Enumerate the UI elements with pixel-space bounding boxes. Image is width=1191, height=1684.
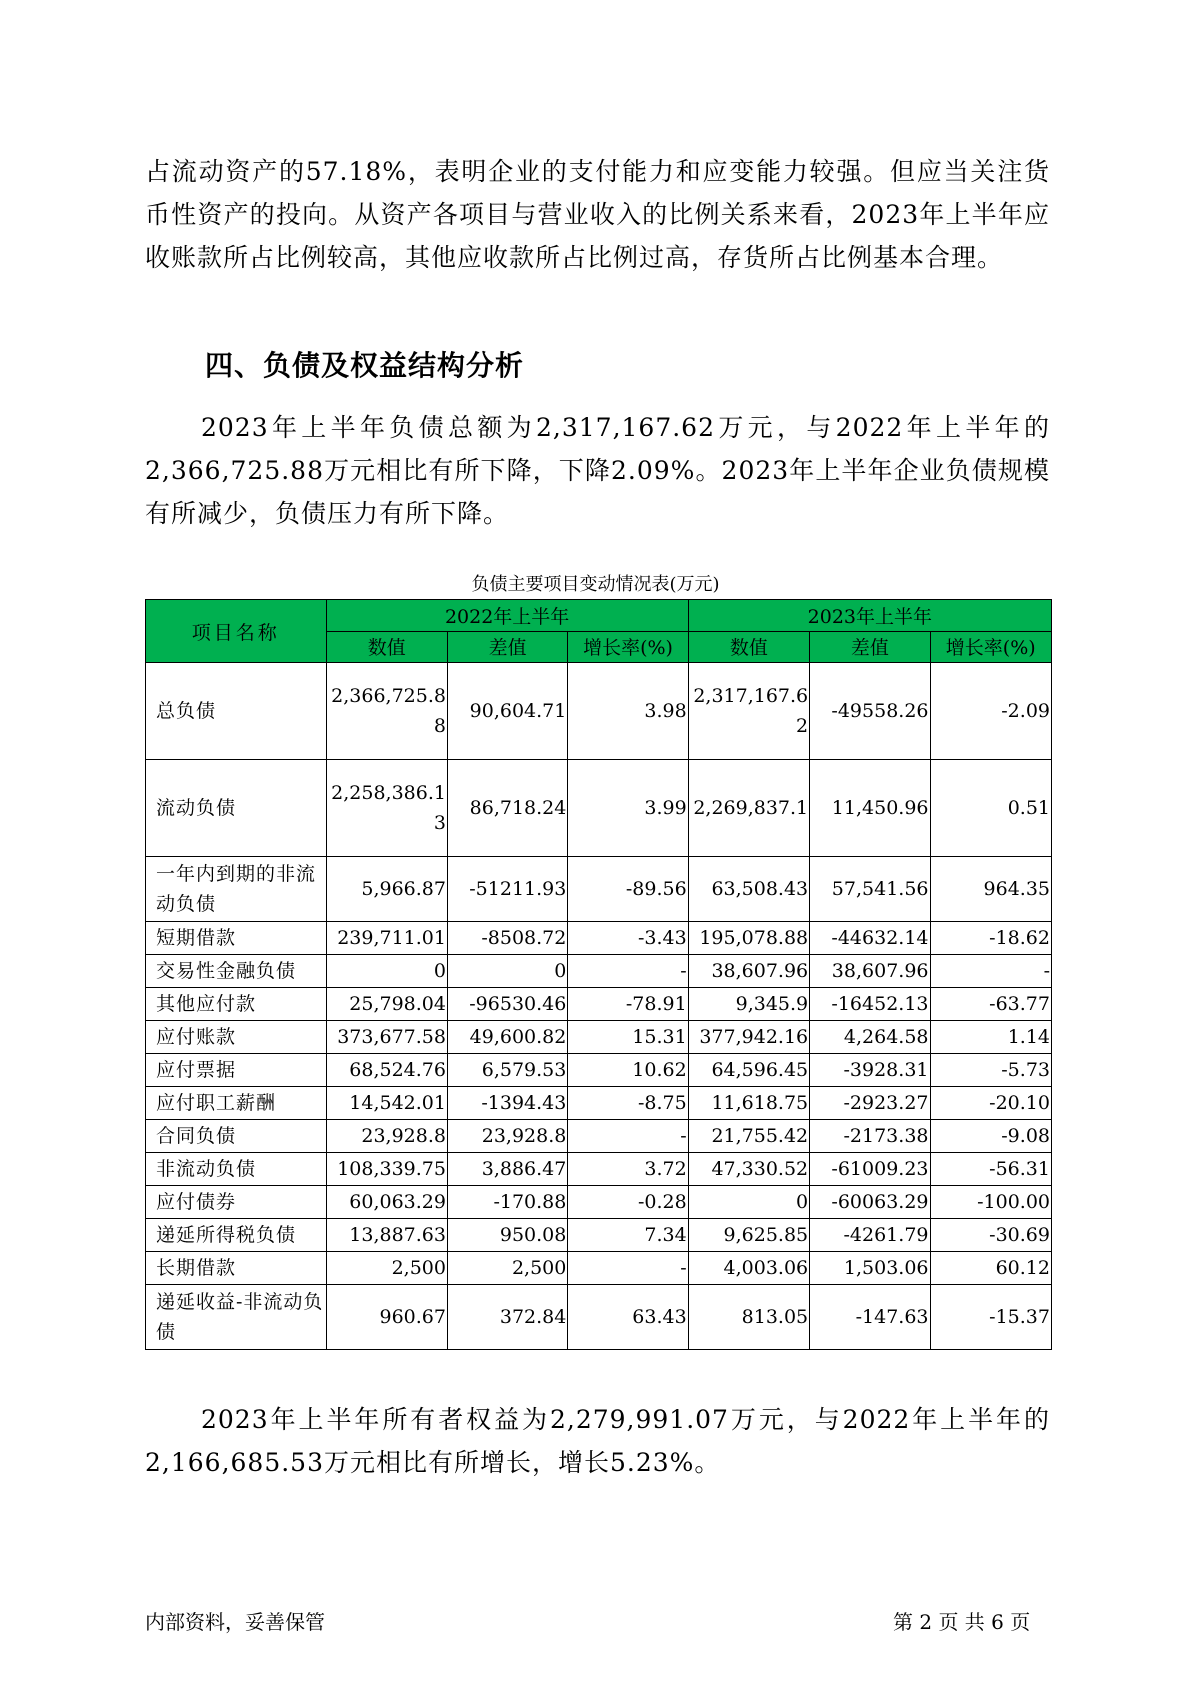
- footer-page-number: 第 2 页 共 6 页: [893, 1610, 1031, 1634]
- cell-value-2023: 2,317,167.62: [688, 663, 809, 760]
- cell-value-2023: 47,330.52: [688, 1153, 809, 1186]
- cell-diff-2023: -60063.29: [810, 1186, 930, 1219]
- cell-diff-2022: 6,579.53: [447, 1054, 567, 1087]
- paragraph-current-assets: 占流动资产的57.18%，表明企业的支付能力和应变能力较强。但应当关注货币性资产的投向。从资产各项目与营业收入的比例关系来看，2023年上半年应收账款所占比例较高，其他应收款所占比例过高，存货所占比例基本合理。: [145, 157, 1050, 272]
- table-row: [146, 922, 1052, 955]
- cell-diff-2022: 950.08: [447, 1219, 567, 1252]
- table-row: [146, 1252, 1052, 1285]
- cell-diff-2023: 57,541.56: [810, 857, 930, 922]
- cell-value-2022: 2,500: [326, 1252, 447, 1285]
- row-item-name: 应付债券: [146, 1186, 327, 1219]
- cell-diff-2023: 11,450.96: [810, 760, 930, 857]
- cell-value-2023: 21,755.42: [688, 1120, 809, 1153]
- cell-value-2022: 14,542.01: [326, 1087, 447, 1120]
- cell-value-2023: 813.05: [688, 1285, 809, 1350]
- header-rate-2023: 增长率(%): [930, 631, 1052, 663]
- cell-diff-2022: 0: [447, 955, 567, 988]
- cell-value-2023: 38,607.96: [688, 955, 809, 988]
- cell-value-2023: 4,003.06: [688, 1252, 809, 1285]
- row-item-name: 递延收益-非流动负债: [146, 1285, 327, 1350]
- row-item-name: 应付账款: [146, 1021, 327, 1054]
- cell-value-2022: 68,524.76: [326, 1054, 447, 1087]
- cell-diff-2023: -44632.14: [810, 922, 930, 955]
- cell-value-2023: 11,618.75: [688, 1087, 809, 1120]
- cell-rate-2023: -20.10: [930, 1087, 1052, 1120]
- cell-value-2022: 25,798.04: [326, 988, 447, 1021]
- cell-rate-2023: -15.37: [930, 1285, 1052, 1350]
- cell-rate-2023: -63.77: [930, 988, 1052, 1021]
- cell-rate-2023: 0.51: [930, 760, 1052, 857]
- cell-value-2022: 13,887.63: [326, 1219, 447, 1252]
- cell-diff-2023: -147.63: [810, 1285, 930, 1350]
- liabilities-table: [145, 599, 1052, 1350]
- cell-rate-2022: 7.34: [568, 1219, 688, 1252]
- cell-rate-2022: 3.98: [568, 663, 688, 760]
- cell-value-2023: 2,269,837.1: [688, 760, 809, 857]
- cell-diff-2023: 4,264.58: [810, 1021, 930, 1054]
- header-rate-2022: 增长率(%): [568, 631, 688, 663]
- cell-rate-2023: -9.08: [930, 1120, 1052, 1153]
- header-item-name: 项目名称: [146, 600, 327, 663]
- table-row: [146, 955, 1052, 988]
- cell-rate-2023: -30.69: [930, 1219, 1052, 1252]
- cell-value-2022: 0: [326, 955, 447, 988]
- cell-diff-2022: 86,718.24: [447, 760, 567, 857]
- cell-rate-2022: -8.75: [568, 1087, 688, 1120]
- cell-rate-2023: -2.09: [930, 663, 1052, 760]
- table-caption: 负债主要项目变动情况表(万元): [471, 574, 720, 595]
- cell-rate-2022: 3.72: [568, 1153, 688, 1186]
- table-row: [146, 1219, 1052, 1252]
- cell-diff-2022: 372.84: [447, 1285, 567, 1350]
- cell-value-2023: 9,345.9: [688, 988, 809, 1021]
- header-group-2022: 2022年上半年: [326, 600, 688, 632]
- header-value-2022: 数值: [326, 631, 447, 663]
- header-diff-2023: 差值: [810, 631, 930, 663]
- cell-rate-2022: 10.62: [568, 1054, 688, 1087]
- row-item-name: 合同负债: [146, 1120, 327, 1153]
- cell-rate-2022: -: [568, 955, 688, 988]
- cell-rate-2022: -: [568, 1120, 688, 1153]
- row-item-name: 非流动负债: [146, 1153, 327, 1186]
- table-row: [146, 663, 1052, 760]
- cell-diff-2022: -1394.43: [447, 1087, 567, 1120]
- cell-value-2022: 5,966.87: [326, 857, 447, 922]
- cell-diff-2022: 90,604.71: [447, 663, 567, 760]
- cell-rate-2023: -5.73: [930, 1054, 1052, 1087]
- cell-diff-2023: -61009.23: [810, 1153, 930, 1186]
- cell-diff-2023: -16452.13: [810, 988, 930, 1021]
- cell-rate-2022: -3.43: [568, 922, 688, 955]
- cell-value-2022: 2,258,386.13: [326, 760, 447, 857]
- cell-value-2022: 108,339.75: [326, 1153, 447, 1186]
- cell-rate-2023: 60.12: [930, 1252, 1052, 1285]
- table-row: [146, 1153, 1052, 1186]
- cell-value-2023: 64,596.45: [688, 1054, 809, 1087]
- cell-diff-2022: -8508.72: [447, 922, 567, 955]
- cell-diff-2022: 49,600.82: [447, 1021, 567, 1054]
- cell-rate-2023: -100.00: [930, 1186, 1052, 1219]
- header-value-2023: 数值: [688, 631, 809, 663]
- cell-value-2023: 63,508.43: [688, 857, 809, 922]
- cell-rate-2022: 15.31: [568, 1021, 688, 1054]
- table-row: [146, 1186, 1052, 1219]
- cell-diff-2022: 23,928.8: [447, 1120, 567, 1153]
- cell-diff-2022: -96530.46: [447, 988, 567, 1021]
- row-item-name: 交易性金融负债: [146, 955, 327, 988]
- table-row: [146, 1021, 1052, 1054]
- cell-rate-2022: 63.43: [568, 1285, 688, 1350]
- cell-rate-2022: -0.28: [568, 1186, 688, 1219]
- paragraph-equity: 2023年上半年所有者权益为2,279,991.07万元，与2022年上半年的2,166,685.53万元相比有所增长，增长5.23%。: [145, 1405, 1050, 1477]
- cell-diff-2023: -4261.79: [810, 1219, 930, 1252]
- row-item-name: 总负债: [146, 663, 327, 760]
- cell-diff-2023: 1,503.06: [810, 1252, 930, 1285]
- paragraph-liabilities: 2023年上半年负债总额为2,317,167.62万元，与2022年上半年的2,366,725.88万元相比有所下降，下降2.09%。2023年上半年企业负债规模有所减少，负债压力有所下降。: [145, 413, 1050, 528]
- cell-diff-2023: -49558.26: [810, 663, 930, 760]
- header-group-2023: 2023年上半年: [688, 600, 1051, 632]
- cell-diff-2022: -170.88: [447, 1186, 567, 1219]
- table-row: [146, 1120, 1052, 1153]
- row-item-name: 长期借款: [146, 1252, 327, 1285]
- row-item-name: 递延所得税负债: [146, 1219, 327, 1252]
- cell-value-2022: 23,928.8: [326, 1120, 447, 1153]
- cell-diff-2022: 2,500: [447, 1252, 567, 1285]
- row-item-name: 应付票据: [146, 1054, 327, 1087]
- cell-value-2022: 2,366,725.88: [326, 663, 447, 760]
- row-item-name: 应付职工薪酬: [146, 1087, 327, 1120]
- cell-diff-2023: -3928.31: [810, 1054, 930, 1087]
- cell-diff-2023: -2923.27: [810, 1087, 930, 1120]
- cell-value-2023: 377,942.16: [688, 1021, 809, 1054]
- cell-value-2023: 0: [688, 1186, 809, 1219]
- cell-value-2022: 373,677.58: [326, 1021, 447, 1054]
- cell-rate-2023: 1.14: [930, 1021, 1052, 1054]
- header-diff-2022: 差值: [447, 631, 567, 663]
- cell-rate-2023: 964.35: [930, 857, 1052, 922]
- cell-value-2023: 9,625.85: [688, 1219, 809, 1252]
- cell-rate-2023: -56.31: [930, 1153, 1052, 1186]
- row-item-name: 其他应付款: [146, 988, 327, 1021]
- table-row: [146, 760, 1052, 857]
- table-row: [146, 857, 1052, 922]
- row-item-name: 短期借款: [146, 922, 327, 955]
- cell-diff-2023: 38,607.96: [810, 955, 930, 988]
- cell-rate-2022: -78.91: [568, 988, 688, 1021]
- row-item-name: 一年内到期的非流动负债: [146, 857, 327, 922]
- cell-rate-2022: 3.99: [568, 760, 688, 857]
- table-body: [146, 663, 1052, 1350]
- table-row: [146, 1285, 1052, 1350]
- cell-rate-2022: -89.56: [568, 857, 688, 922]
- cell-diff-2023: -2173.38: [810, 1120, 930, 1153]
- table-row: [146, 988, 1052, 1021]
- table-row: [146, 1087, 1052, 1120]
- cell-rate-2023: -18.62: [930, 922, 1052, 955]
- cell-value-2022: 960.67: [326, 1285, 447, 1350]
- cell-rate-2023: -: [930, 955, 1052, 988]
- cell-diff-2022: -51211.93: [447, 857, 567, 922]
- table-row: [146, 1054, 1052, 1087]
- footer-confidential: 内部资料，妥善保管: [145, 1610, 325, 1634]
- cell-value-2022: 60,063.29: [326, 1186, 447, 1219]
- row-item-name: 流动负债: [146, 760, 327, 857]
- cell-value-2023: 195,078.88: [688, 922, 809, 955]
- cell-diff-2022: 3,886.47: [447, 1153, 567, 1186]
- cell-value-2022: 239,711.01: [326, 922, 447, 955]
- section-heading: 四、负债及权益结构分析: [205, 349, 525, 382]
- cell-rate-2022: -: [568, 1252, 688, 1285]
